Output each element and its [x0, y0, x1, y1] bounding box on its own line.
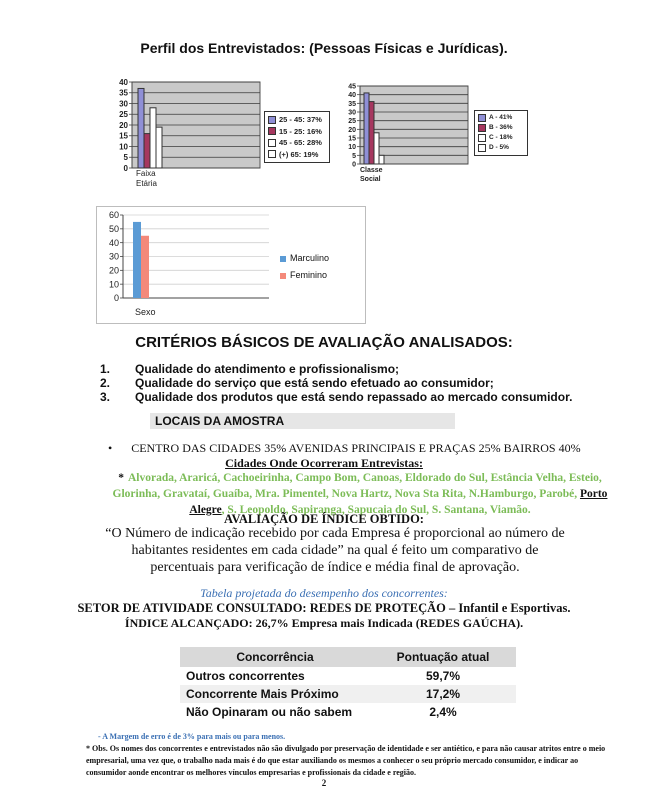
- legend-label: Marculino: [290, 253, 330, 263]
- legend-swatch: [268, 127, 276, 135]
- table-title: Tabela projetada do desempenho dos concorrentes:: [200, 586, 448, 600]
- cidades-title: Cidades Onde Ocorreram Entrevistas:: [225, 456, 423, 470]
- y-tick-label: 10: [108, 279, 119, 290]
- legend-label: B - 36%: [489, 124, 513, 131]
- legend-label: Feminino: [290, 270, 328, 280]
- criteria-title: CRITÉRIOS BÁSICOS DE AVALIAÇÃO ANALISADOS:: [135, 334, 513, 351]
- legend-entry: [478, 143, 524, 153]
- setor-line: SETOR DE ATIVIDADE CONSULTADO: REDES DE PROTEÇÃO – Infantil e Esportivas.: [77, 601, 571, 615]
- legend-label: A - 41%: [489, 114, 513, 121]
- x-category-label: Social: [360, 176, 381, 183]
- y-tick-label: 25: [348, 118, 356, 126]
- y-tick-label: 15: [348, 135, 356, 143]
- y-tick-label: 10: [348, 144, 356, 152]
- centro-text: CENTRO DAS CIDADES 35% AVENIDAS PRINCIPAIS E PRAÇAS 25% BAIRROS 40%: [131, 441, 581, 455]
- bar: [369, 102, 374, 164]
- legend-swatch: [280, 256, 286, 262]
- table-cell: 17,2%: [370, 685, 516, 703]
- criteria-list: [100, 362, 572, 404]
- header-pontuacao: Pontuação atual: [370, 647, 516, 667]
- y-tick-label: 0: [352, 161, 356, 169]
- obs-note: * Obs. Os nomes dos concorrentes e entrevistados não são divulgado por preservação de identidade e ser antiético, e para não causar atritos entre o meio empresarial, uma vez que, o trabalho nada mais é do que estar auxiliando os mesmos a conhecer o seu próprio mercado consumidor, e indicar ao consumidor aonde encontrar os melhores vínculos empresarias e profissionais da cidade e região.: [86, 744, 606, 777]
- criteria-item: 1. Qualidade do atendimento e profissionalismo;: [100, 362, 400, 376]
- chart-faixa-etaria: [104, 76, 264, 188]
- bar: [150, 108, 156, 168]
- y-tick-label: 60: [108, 210, 119, 221]
- table-header-row: [180, 647, 516, 667]
- y-tick-label: 40: [119, 77, 128, 87]
- y-tick-label: 30: [348, 109, 356, 117]
- legend-swatch: [280, 273, 286, 279]
- legend-swatch: [268, 116, 276, 124]
- legend-entry: [268, 137, 326, 149]
- legend-swatch: [478, 124, 486, 132]
- legend-swatch: [478, 134, 486, 142]
- legend-label: (+) 65: 19%: [279, 149, 319, 159]
- legend-swatch: [478, 114, 486, 122]
- y-tick-label: 50: [108, 223, 119, 234]
- legend-entry: [280, 250, 329, 267]
- table-cell: 2,4%: [429, 705, 457, 719]
- y-tick-label: 15: [119, 131, 128, 141]
- y-tick-label: 40: [108, 237, 119, 248]
- table-row: [180, 667, 516, 685]
- legend-label: 25 - 45: 37%: [279, 115, 322, 124]
- legend-label: 15 - 25: 16%: [279, 126, 322, 136]
- legend-entry: [478, 133, 524, 143]
- bar: [156, 127, 162, 168]
- legend-swatch: [268, 150, 276, 158]
- table-row: [180, 685, 516, 703]
- bar: [141, 236, 149, 298]
- bar: [364, 93, 369, 164]
- legend-label: D - 5%: [489, 144, 509, 151]
- y-tick-label: 5: [123, 153, 128, 163]
- cities-list: * Alvorada, Araricá, Cachoeirinha, Campo Bom, Canoas, Eldorado do Sul, Estância Velha, Esteio, Glorinha, Gravataí, Guaíba, Mra. Pimentel, Nova Hartz, Nova Sta Rita, N.Hamburgo, Parobé, Porto Alegre, S. Leopoldo, Sapiranga, Sapucaia do Sul, S. Santana, Viamão.: [112, 472, 608, 516]
- y-tick-label: 35: [348, 100, 356, 108]
- legend-label: 45 - 65: 28%: [279, 138, 322, 147]
- legend-entry: [268, 114, 326, 126]
- x-category-label: Sexo: [135, 307, 156, 317]
- header-concorrencia: Concorrência: [180, 647, 370, 667]
- indice-line: ÍNDICE ALCANÇADO: 26,7% Empresa mais Indicada (REDES GAÚCHA).: [124, 616, 524, 630]
- legend-faixa-etaria: [264, 111, 330, 163]
- y-tick-label: 40: [348, 92, 356, 100]
- margem-note: - A Margem de erro é de 3% para mais ou para menos.: [98, 732, 286, 741]
- avaliacao-text: “O Número de indicação recebido por cada Empresa é proporcional ao número de habitantes residentes em cada cidade” na qual é feito um comparativo de percentuais para verificação de índice e média final de aprovação.: [105, 526, 565, 575]
- legend-classe-social: [474, 110, 528, 156]
- legend-swatch: [478, 144, 486, 152]
- legend-sexo: [280, 250, 329, 284]
- page-number: 2: [321, 778, 327, 788]
- chart-classe-social: [340, 80, 472, 184]
- y-tick-label: 45: [348, 83, 356, 91]
- legend-entry: [280, 267, 329, 284]
- page-title: Perfil dos Entrevistados: (Pessoas Físicas e Jurídicas).: [140, 40, 508, 56]
- y-tick-label: 20: [348, 126, 356, 134]
- competitors-table: [180, 647, 516, 721]
- legend-entry: [478, 113, 524, 123]
- asterisk-icon: *: [118, 472, 124, 484]
- table-cell: Não Opinaram ou não sabem: [186, 705, 353, 719]
- y-tick-label: 20: [119, 120, 128, 130]
- y-tick-label: 30: [108, 251, 119, 262]
- avaliacao-title: AVALIAÇÃO DE ÍNDICE OBTIDO:: [224, 512, 424, 526]
- y-tick-label: 5: [352, 152, 356, 160]
- bar: [379, 155, 384, 164]
- table-row: [180, 703, 516, 721]
- bullet-icon: •: [108, 441, 113, 455]
- criteria-item: 3. Qualidade dos produtos que está sendo repassado ao mercado consumidor.: [100, 390, 573, 404]
- legend-entry: [268, 126, 326, 138]
- x-category-label: Faixa: [136, 169, 156, 178]
- bar: [138, 88, 144, 168]
- criteria-item: 2. Qualidade do serviço que está sendo efetuado ao consumidor;: [100, 376, 494, 390]
- bar: [144, 134, 150, 168]
- y-tick-label: 25: [119, 110, 128, 120]
- y-tick-label: 35: [119, 88, 128, 98]
- legend-entry: [478, 123, 524, 133]
- table-cell: Outros concorrentes: [186, 669, 305, 683]
- legend-entry: [268, 149, 326, 161]
- table-cell: Concorrente Mais Próximo: [180, 685, 370, 703]
- x-category-label: Etária: [136, 179, 157, 188]
- bar: [374, 133, 379, 164]
- centro-line: [108, 441, 581, 456]
- x-category-label: Classe: [360, 167, 383, 174]
- y-tick-label: 0: [123, 163, 128, 173]
- highlight-city: Porto Alegre: [189, 488, 608, 516]
- chart-sexo: [97, 207, 277, 321]
- table-cell: 59,7%: [425, 669, 461, 683]
- legend-label: C - 18%: [489, 134, 513, 141]
- bar: [133, 222, 141, 298]
- y-tick-label: 20: [108, 265, 119, 276]
- y-tick-label: 0: [113, 293, 119, 304]
- legend-swatch: [268, 139, 276, 147]
- y-tick-label: 30: [119, 99, 128, 109]
- y-tick-label: 10: [119, 142, 128, 152]
- locais-heading: LOCAIS DA AMOSTRA: [150, 413, 455, 429]
